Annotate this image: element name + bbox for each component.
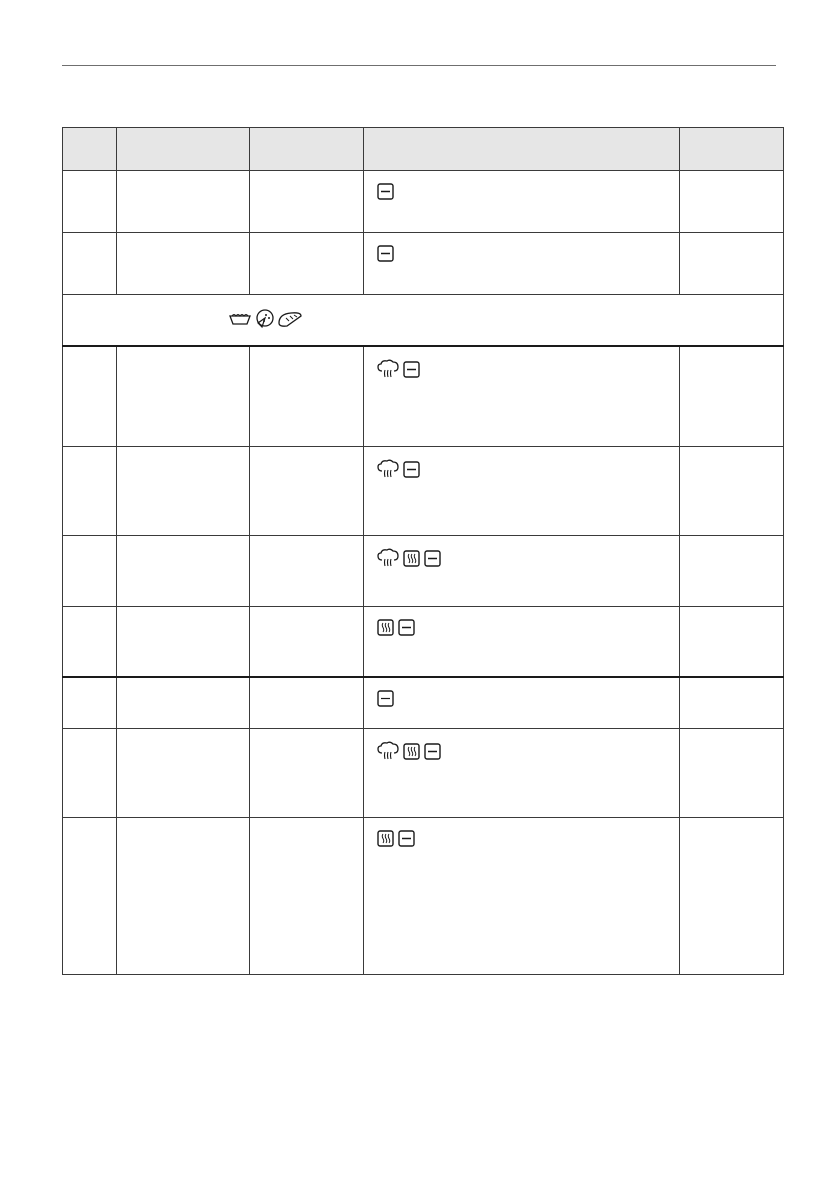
baking-tin-icon (229, 312, 251, 326)
heat-waves-icon (403, 550, 420, 567)
header-cell (117, 128, 250, 171)
function-cell (364, 171, 680, 233)
table-row (63, 536, 784, 607)
table-row (63, 607, 784, 678)
function-cell (364, 536, 680, 607)
function-cell (364, 677, 680, 729)
heating-element-icon (377, 245, 394, 262)
function-cell (364, 729, 680, 818)
heating-element-icon (398, 619, 415, 636)
header-cell (63, 128, 117, 171)
heat-waves-icon (377, 830, 394, 847)
table-row (63, 171, 784, 233)
function-cell (364, 607, 680, 678)
table-row (63, 346, 784, 447)
header-cell (250, 128, 364, 171)
section-cell (63, 295, 784, 347)
function-cell (364, 346, 680, 447)
section-row (63, 295, 784, 347)
table-header-row (63, 128, 784, 171)
function-cell (364, 447, 680, 536)
table-row (63, 233, 784, 295)
steam-icon (377, 459, 399, 479)
bread-loaf-icon (277, 310, 303, 328)
steam-icon (377, 359, 399, 379)
header-cell (364, 128, 680, 171)
header-rule (62, 65, 776, 66)
heat-waves-icon (403, 743, 420, 760)
pie-slice-icon (253, 309, 275, 329)
header-cell (680, 128, 784, 171)
baking-table (62, 127, 784, 975)
heating-element-icon (398, 830, 415, 847)
heating-element-icon (424, 550, 441, 567)
heating-element-icon (403, 461, 420, 478)
heating-element-icon (377, 690, 394, 707)
table-row (63, 677, 784, 729)
table-row (63, 818, 784, 975)
heating-element-icon (403, 361, 420, 378)
steam-icon (377, 741, 399, 761)
heating-element-icon (377, 183, 394, 200)
steam-icon (377, 548, 399, 568)
table-row (63, 447, 784, 536)
heating-element-icon (424, 743, 441, 760)
function-cell (364, 233, 680, 295)
table-row (63, 729, 784, 818)
function-cell (364, 818, 680, 975)
heat-waves-icon (377, 619, 394, 636)
